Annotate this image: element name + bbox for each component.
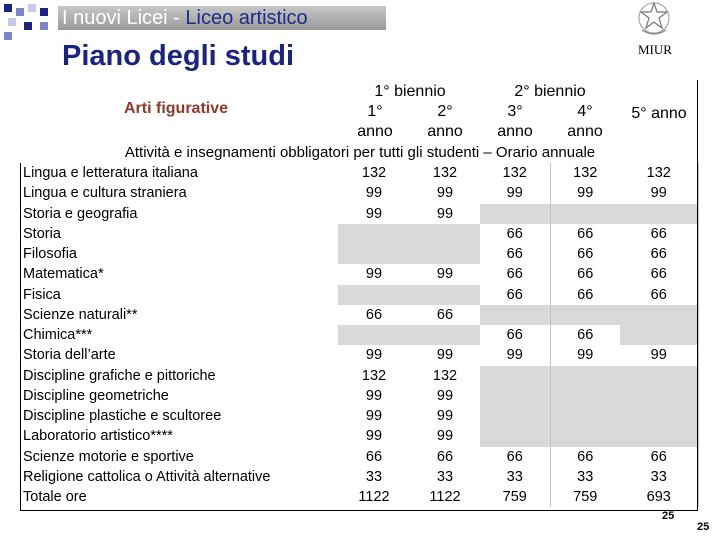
- hours-cell-year4: 66: [577, 246, 594, 263]
- hours-cell-year3: 66: [480, 244, 550, 264]
- hours-cell-year3: [480, 204, 550, 224]
- hours-cell-year4: [550, 426, 620, 446]
- hours-cell-year2: 132: [432, 367, 458, 384]
- header-title-accent: Liceo artistico: [185, 7, 308, 29]
- hours-cell-year2: 1122: [429, 489, 461, 506]
- miur-logo-text: MIUR: [638, 42, 672, 57]
- hours-cell-year4: 33: [577, 468, 594, 485]
- hours-cell-year1: 1122: [358, 489, 390, 506]
- hours-cell-year2: [410, 285, 480, 305]
- table-row: [20, 305, 698, 325]
- table-row: [20, 345, 698, 365]
- hours-cell-year4: 759: [573, 489, 598, 506]
- hours-cell-year2: 99: [436, 347, 454, 364]
- hours-cell-year5: 99: [620, 183, 698, 203]
- section-title: Attività e insegnamenti obbligatori per tutti gli studenti – Orario annuale: [124, 144, 596, 161]
- page-number-small: 25: [662, 510, 675, 522]
- subject-label: Scienze motorie e sportive: [23, 448, 194, 465]
- table-row: [20, 224, 698, 244]
- hours-cell-year4: 66: [577, 286, 594, 303]
- hours-cell-year4: 66: [577, 225, 594, 242]
- hours-cell-year2: 66: [436, 306, 454, 323]
- hours-cell-year3: 99: [480, 183, 550, 203]
- hours-cell-year1: [338, 244, 410, 264]
- subject-label: Discipline geometriche: [23, 387, 169, 404]
- hours-cell-year2: [410, 325, 480, 345]
- hours-cell-year1: 99: [365, 266, 383, 283]
- italian-emblem-icon: [636, 0, 672, 38]
- subject-label: Totale ore: [23, 489, 87, 506]
- corner-decoration: [0, 0, 60, 40]
- subject-label: Laboratorio artistico****: [23, 428, 173, 445]
- table-row: [20, 426, 698, 446]
- hours-cell-year4: [550, 366, 620, 386]
- table-row: [20, 244, 698, 264]
- hours-cell-year1: 33: [365, 468, 383, 485]
- hours-cell-year5: [620, 325, 698, 345]
- hours-cell-year5: [620, 426, 698, 446]
- page-title: Piano degli studi: [62, 40, 295, 72]
- hours-cell-year3: 99: [480, 345, 550, 365]
- hours-cell-year3: 66: [480, 264, 550, 284]
- biennio1-label: 1° biennio: [374, 83, 446, 100]
- hours-cell-year3: [480, 406, 550, 426]
- hours-cell-year4: 66: [577, 266, 594, 283]
- hours-cell-year1: [338, 224, 410, 244]
- subject-label: Scienze naturali**: [23, 306, 138, 323]
- slide-header: [62, 6, 308, 30]
- hours-cell-year3: 66: [480, 224, 550, 244]
- hours-cell-year2: 132: [432, 165, 458, 182]
- subject-label: Filosofia: [23, 246, 77, 263]
- year3-number: 3°: [507, 103, 523, 120]
- hours-cell-year3: 132: [480, 163, 550, 183]
- hours-cell-year2: 99: [436, 266, 454, 283]
- hours-cell-year3: [480, 426, 550, 446]
- subject-label: Discipline grafiche e pittoriche: [23, 367, 216, 384]
- hours-cell-year2: 99: [436, 428, 454, 445]
- table-row: [20, 285, 698, 305]
- hours-cell-year3: [480, 386, 550, 406]
- subject-title: Arti figurative: [124, 100, 229, 117]
- hours-cell-year1: [338, 325, 410, 345]
- year4-number: 4°: [577, 103, 593, 120]
- hours-cell-year1: 99: [365, 387, 383, 404]
- hours-cell-year5: 66: [620, 264, 698, 284]
- table-bottom-border: [20, 510, 698, 511]
- subject-label: Lingua e cultura straniera: [23, 185, 187, 202]
- hours-cell-year5: [620, 305, 698, 325]
- subject-label: Chimica***: [23, 327, 93, 344]
- table-row: [20, 467, 698, 487]
- subject-label: Storia: [23, 225, 61, 242]
- table-row: [20, 204, 698, 224]
- hours-cell-year3: [480, 366, 550, 386]
- year4-anno: anno: [567, 123, 603, 140]
- hours-cell-year4: 99: [577, 347, 594, 364]
- hours-cell-year2: 33: [436, 468, 454, 485]
- hours-cell-year4: [550, 386, 620, 406]
- year1-number: 1°: [367, 103, 383, 120]
- subject-label: Matematica*: [23, 266, 104, 283]
- hours-cell-year3: [480, 305, 550, 325]
- hours-cell-year1: 66: [365, 306, 383, 323]
- hours-cell-year4: [550, 406, 620, 426]
- hours-cell-year5: 99: [620, 345, 698, 365]
- table-row: [20, 366, 698, 386]
- subject-label: Storia e geografia: [23, 205, 138, 222]
- hours-cell-year5: 66: [620, 224, 698, 244]
- hours-cell-year2: [410, 244, 480, 264]
- hours-cell-year4: [550, 204, 620, 224]
- hours-cell-year4: 132: [573, 165, 598, 182]
- hours-cell-year4: 99: [577, 185, 594, 202]
- page-number: 25: [697, 521, 710, 533]
- hours-cell-year5: 33: [620, 467, 698, 487]
- subject-label: Lingua e letteratura italiana: [23, 165, 198, 182]
- year5-label: 5° anno: [631, 105, 687, 122]
- year2-anno: anno: [427, 123, 463, 140]
- year4-label: [550, 102, 620, 142]
- study-plan-table: [20, 163, 699, 507]
- hours-cell-year3: 33: [480, 467, 550, 487]
- table-left-border: [20, 163, 21, 511]
- hours-cell-year1: [338, 285, 410, 305]
- hours-cell-year2: 99: [436, 387, 454, 404]
- hours-cell-year2: 66: [436, 448, 454, 465]
- hours-cell-year2: [410, 224, 480, 244]
- table-row: [20, 386, 698, 406]
- hours-cell-year5: 66: [620, 447, 698, 467]
- hours-cell-year4: 66: [577, 327, 594, 344]
- subject-label: Discipline plastiche e scultoree: [23, 408, 222, 425]
- year2-number: 2°: [437, 103, 453, 120]
- subject-label: Storia dell’arte: [23, 347, 116, 364]
- hours-cell-year4: 66: [577, 448, 594, 465]
- hours-cell-year1: 132: [361, 165, 387, 182]
- hours-cell-year3: 66: [480, 325, 550, 345]
- table-row: [20, 406, 698, 426]
- total-row: [20, 487, 698, 507]
- table-row: [20, 163, 698, 183]
- subject-label: Religione cattolica o Attività alternative: [23, 468, 271, 485]
- header-title-main: I nuovi Licei -: [62, 7, 186, 29]
- table-row: [20, 447, 698, 467]
- hours-cell-year1: 99: [365, 408, 383, 425]
- hours-cell-year5: [620, 204, 698, 224]
- table-row: [20, 183, 698, 203]
- hours-cell-year1: 99: [365, 428, 383, 445]
- table-row: [20, 325, 698, 345]
- hours-cell-year4: [550, 305, 620, 325]
- year1-label: [340, 102, 410, 142]
- year1-anno: anno: [357, 123, 393, 140]
- hours-cell-year5: 66: [620, 244, 698, 264]
- hours-cell-year3: 66: [480, 447, 550, 467]
- hours-cell-year1: 132: [361, 367, 387, 384]
- year3-anno: anno: [497, 123, 533, 140]
- hours-cell-year1: 66: [365, 448, 383, 465]
- hours-cell-year2: 99: [436, 408, 454, 425]
- hours-cell-year2: 99: [436, 205, 454, 222]
- hours-cell-year1: 99: [365, 185, 383, 202]
- hours-cell-year5: [620, 386, 698, 406]
- hours-cell-year1: 99: [365, 347, 383, 364]
- table-row: [20, 264, 698, 284]
- year2-label: [410, 102, 480, 142]
- hours-cell-year5: 132: [620, 163, 698, 183]
- biennio2-label: 2° biennio: [514, 83, 586, 100]
- hours-cell-year3: 759: [480, 487, 550, 507]
- year3-label: [480, 102, 550, 142]
- hours-cell-year5: [620, 366, 698, 386]
- hours-cell-year1: 99: [365, 205, 383, 222]
- hours-cell-year3: 66: [480, 285, 550, 305]
- hours-cell-year2: 99: [436, 185, 454, 202]
- table-right-border: [697, 80, 698, 511]
- hours-cell-year5: [620, 406, 698, 426]
- hours-cell-year5: 693: [620, 487, 698, 507]
- subject-label: Fisica: [23, 286, 61, 303]
- hours-cell-year5: 66: [620, 285, 698, 305]
